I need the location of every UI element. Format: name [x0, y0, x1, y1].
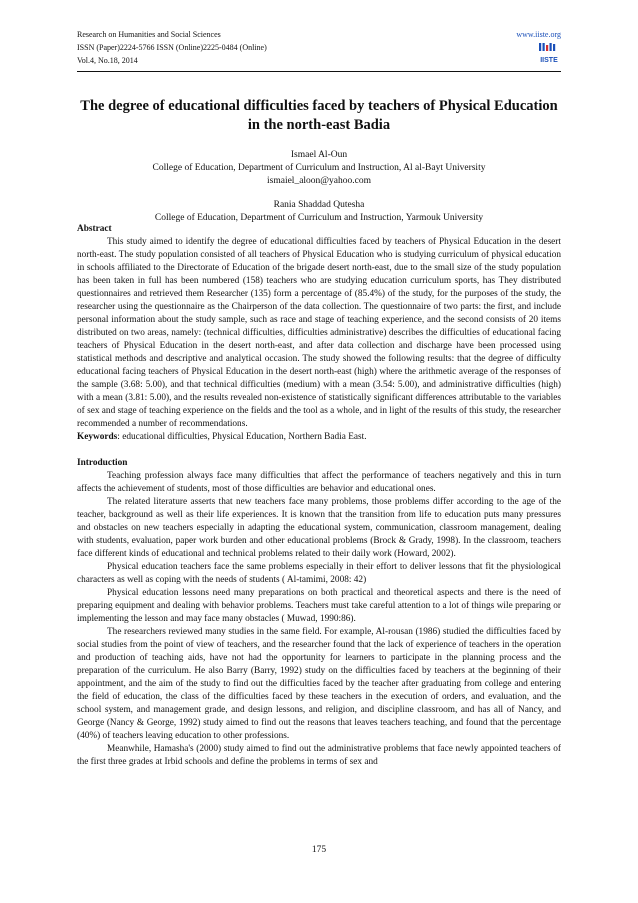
header-divider	[77, 71, 561, 72]
journal-url-link[interactable]: www.iiste.org	[516, 30, 561, 39]
keywords-text: : educational difficulties, Physical Education, Northern Badia East.	[117, 432, 367, 442]
author-name: Ismael Al-Oun	[290, 150, 348, 160]
abstract-text: This study aimed to identify the degree of educational difficulties faced by teachers of Physical Education in the desert north-east. The study population consisted of all teachers of Physical Education who is studying curriculum of physical education in schools affiliated to the Directorate of Education of the brigade desert north-east, due to the small size of the study population has been taken in full has been numbered (158) teachers who are studying education curriculum sports, has They distributed questionnaires and retrieved them Researcher (135) form a percentage of (85.4%) of the study, for the purposes of the study, the researcher using the questionnaire as the Chairperson of the data collection. The questionnaire of two parts: the first, and include personal information about the study sample, such as race and stage of teaching experience, and the second consists of 20 items distributed on two areas, namely: (technical difficulties, difficulties administrative) describes the difficulties of educational facing teachers of Physical Education in the desert north-east, and after data collection and discharge have been processed using statistical methods and descriptive and analytical occasion. The study showed the following results: that the degree of difficulty educational facing teachers of Physical Education in the desert north-east (high) where the arithmetic average of the responses of the sample (3.68: 5.00), and that technical difficulties (medium) with a mean (3.54: 5.00), and administrative difficulties (high) with a mean (3.81: 5.00), and the results revealed non-existence of statistically significant differences attributable to the variables of sex and stage of teaching experience on the fields and the tool as a whole, and in light of the results of this study, the researcher recommended a number of recommendations.	[77, 237, 561, 429]
intro-paragraph: Teaching profession always face many difficulties that affect the performance of teachers negatively and this in turn affects the achievement of students, most of those difficulties are behavior and educational ones.	[77, 471, 561, 494]
author-name: Rania Shaddad Qutesha	[273, 200, 365, 210]
author-email: ismaiel_aloon@yahoo.com	[267, 176, 371, 186]
intro-paragraph: Meanwhile, Hamasha's (2000) study aimed to find out the administrative problems that face newly appointed teachers of the first three grades at Irbid schools and define the problems in terms of sex and	[77, 744, 561, 767]
journal-header	[77, 28, 561, 67]
abstract-heading: Abstract	[77, 224, 112, 234]
journal-issn: ISSN (Paper)2224-5766 ISSN (Online)2225-0484 (Online)	[77, 43, 267, 52]
introduction-heading: Introduction	[77, 458, 128, 468]
author-affiliation: College of Education, Department of Curriculum and Instruction, Al al-Bayt University	[152, 163, 486, 173]
intro-paragraph: Physical education teachers face the same problems especially in their effort to deliver lessons that fit the physiological characters as well as coping with the needs of students ( Al-tamimi, 2008: 42)	[77, 562, 561, 585]
journal-name: Research on Humanities and Social Sciences	[77, 30, 221, 39]
journal-volume: Vol.4, No.18, 2014	[77, 56, 138, 65]
logo-text: IISTE	[540, 57, 558, 64]
intro-paragraph: Physical education lessons need many preparations on both practical and theoretical aspects and there is the need of preparing equipment and dealing with behavior problems. Teachers must take careful attention to a lot of things wile preparing or implementing the lesson and may face many obstacles ( Muwad, 1990:86).	[77, 588, 561, 624]
keywords-label: Keywords	[77, 432, 118, 442]
keywords-line	[77, 431, 561, 444]
intro-paragraph: The researchers reviewed many studies in the same field. For example, Al-rousan (1986) studied the difficulties faced by social studies from the point of view of teachers, and the researcher found that the lack of experience of teachers in the operation and production of teaching aids, have not had the opportunity for learners to participate in the planning process and the preparation of the curriculum. He also Barry (Barry, 1992) study on the difficulties faced by teachers at the beginning of their appointment, and the aim of the study to find out the difficulties faced by the teacher after graduating from college and entering the field of education, the class of the difficulties faced by these teachers in the execution of orders, and evaluation, and the school system, and management grade, and design lessons, and religion, and discipline classroom, and has all of Nancy, and George (Nancy & George, 1992) study aimed to find out the reasons that leaves teachers teaching, and found that the percentage (40%) of teachers leaving education to other professions.	[77, 627, 561, 741]
paper-body	[77, 223, 561, 769]
iiste-logo-icon	[537, 42, 561, 66]
intro-paragraph: The related literature asserts that new teachers face many problems, those problems differ according to the age of the teacher, background as well as their life experiences. It is known that the transition from life to education puts many pressures and obstacles on new teachers especially in adapting the educational system, communication, classroom management, dealing with students, evaluation, paper work burden and other educational problems (Brock & Grady, 1998). In the classroom, teachers face different kinds of educational and technical problems related to their daily work (Howard, 2002).	[77, 497, 561, 559]
author-affiliation: College of Education, Department of Curriculum and Instruction, Yarmouk University	[154, 213, 484, 223]
page-number: 175	[311, 845, 327, 855]
paper-title: The degree of educational difficulties faced by teachers of Physical Education in the north-east Badia	[80, 98, 558, 133]
author-block	[77, 149, 561, 225]
